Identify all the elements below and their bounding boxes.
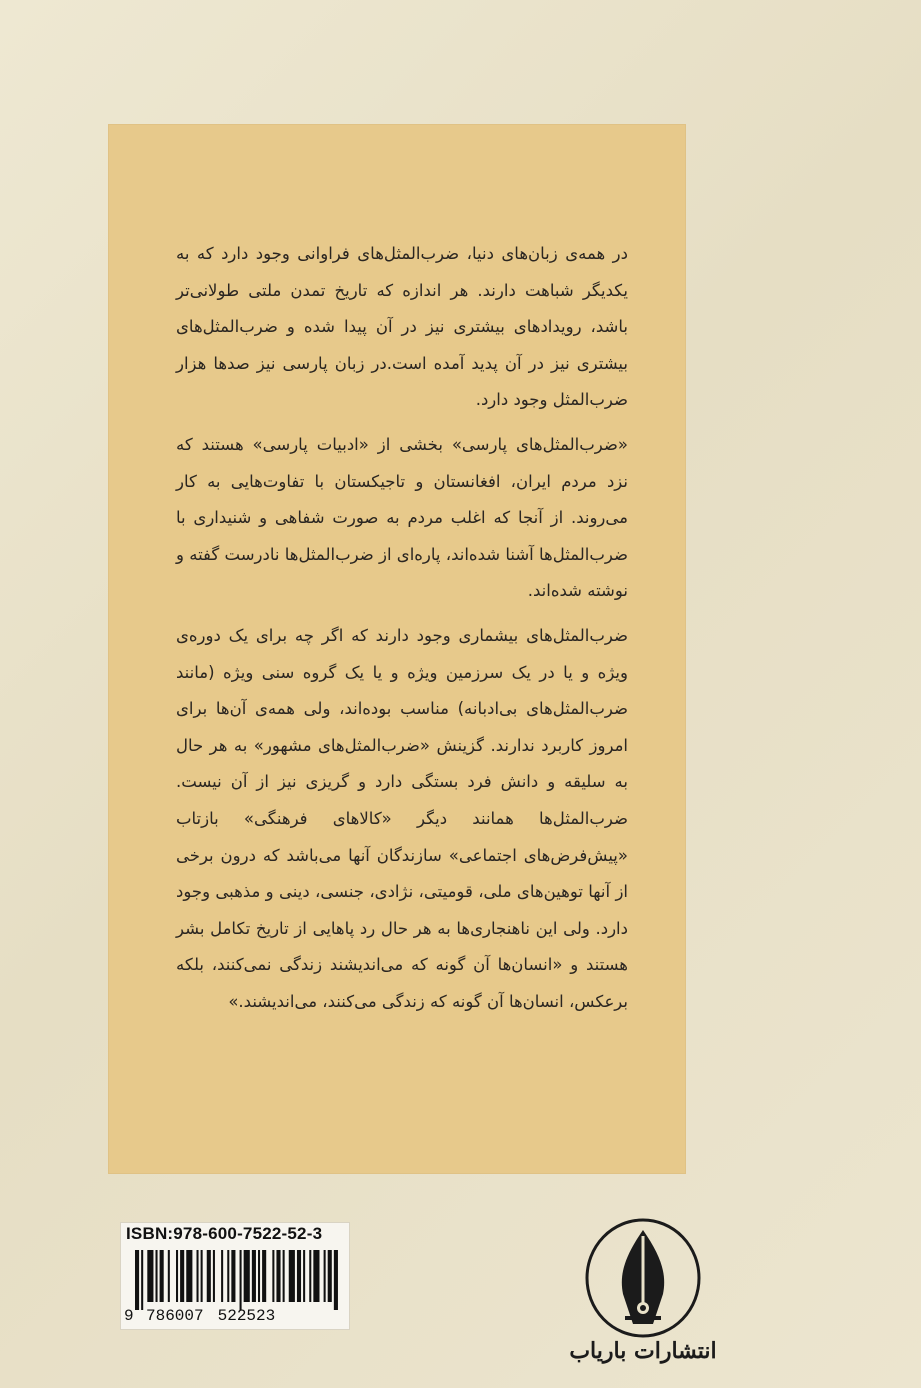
barcode-bar	[258, 1250, 260, 1302]
barcode-digits-right: 522523	[217, 1307, 276, 1325]
barcode-bar	[262, 1250, 266, 1302]
barcode-bar	[328, 1250, 332, 1302]
barcode-bar	[180, 1250, 184, 1302]
barcode-bar	[207, 1250, 211, 1302]
paragraph-3: ضرب‌المثل‌های بیشماری وجود دارند که اگر چه برای یک دوره‌ی ویژه و یا در یک سرزمین ویژه و یا یک گروه سنی ویژه (مانند ضرب‌المثل‌های بی‌ادبانه) مناسب بوده‌اند، ولی همه‌ی آن‌ها برای امروز کاربرد ندارند. گزینش «ضرب‌المثل‌های مشهور» به هر حال به سلیقه و دانش فرد بستگی دارد و گریزی نیز از آن نیست. ضرب‌المثل‌ها همانند دیگر «کالاهای فرهنگی» بازتاب «پیش‌فرض‌های اجتماعی» سازندگان آنها می‌باشد که درون برخی از آنها توهین‌های ملی، قومیتی، نژادی، جنسی، دینی و مذهبی وجود دارد. ولی این ناهنجاری‌ها به هر حال رد پاهایی از تاریخ تکامل بشر هستند و «انسان‌ها آن گونه که می‌اندیشند زندگی نمی‌کنند، بلکه برعکس، انسان‌ها آن گونه که زندگی می‌کنند، می‌اندیشند.»	[176, 625, 628, 1011]
back-cover-text	[176, 236, 628, 1028]
barcode-digit-first: 9	[124, 1307, 134, 1325]
barcode-bar	[231, 1250, 235, 1302]
barcode-bar	[160, 1250, 164, 1302]
barcode-bar	[289, 1250, 295, 1302]
barcode-bar	[240, 1250, 242, 1310]
barcode-bar	[141, 1250, 143, 1310]
paragraph-2: «ضرب‌المثل‌های پارسی» بخشی از «ادبیات پارسی» هستند که نزد مردم ایران، افغانستان و تاجیکستان با تفاوت‌هایی به کار می‌روند. از آنجا که اغلب مردم به صورت شفاهی و شنیداری با ضرب‌المثل‌ها آشنا شده‌اند، پاره‌ای از ضرب‌المثل‌ها نادرست گفته و نوشته شده‌اند.	[176, 434, 628, 601]
barcode-bar	[244, 1250, 250, 1302]
barcode-bar	[276, 1250, 280, 1302]
barcode-bars	[135, 1250, 340, 1310]
barcode-bar	[297, 1250, 301, 1302]
barcode-bar	[176, 1250, 178, 1302]
barcode-bar	[309, 1250, 311, 1302]
barcode-bar	[283, 1250, 285, 1302]
barcode-bar	[197, 1250, 199, 1302]
barcode-bar	[221, 1250, 223, 1302]
paragraph-1: در همه‌ی زبان‌های دنیا، ضرب‌المثل‌های فراوانی وجود دارد که به یکدیگر شباهت دارند. هر اندازه که تاریخ تمدن ملتی طولانی‌تر باشد، رویدادهای بیشتری نیز در آن پیدا شده و ضرب‌المثل‌های بیشتری نیز در آن پدید آمده است.در زبان پارسی نیز صدها هزار ضرب‌المثل وجود دارد.	[176, 244, 628, 410]
barcode-bar	[334, 1250, 338, 1310]
publisher-name: انتشارات باریاب	[569, 1338, 717, 1364]
barcode-bar	[252, 1250, 256, 1302]
barcode-bar	[324, 1250, 326, 1302]
isbn-text: ISBN:978-600-7522-52-3	[126, 1224, 323, 1243]
barcode-bar	[201, 1250, 203, 1302]
barcode-bar	[227, 1250, 229, 1302]
barcode-bar	[135, 1250, 139, 1310]
barcode-bar	[147, 1250, 153, 1302]
barcode-digits-left: 786007	[146, 1307, 204, 1325]
barcode-digits	[124, 1307, 346, 1325]
barcode-bar	[213, 1250, 215, 1302]
barcode-bar	[303, 1250, 305, 1302]
barcode-bar	[156, 1250, 158, 1302]
barcode-bar	[313, 1250, 319, 1302]
barcode-bar	[272, 1250, 274, 1302]
barcode-bar	[186, 1250, 192, 1302]
barcode-bar	[168, 1250, 170, 1302]
